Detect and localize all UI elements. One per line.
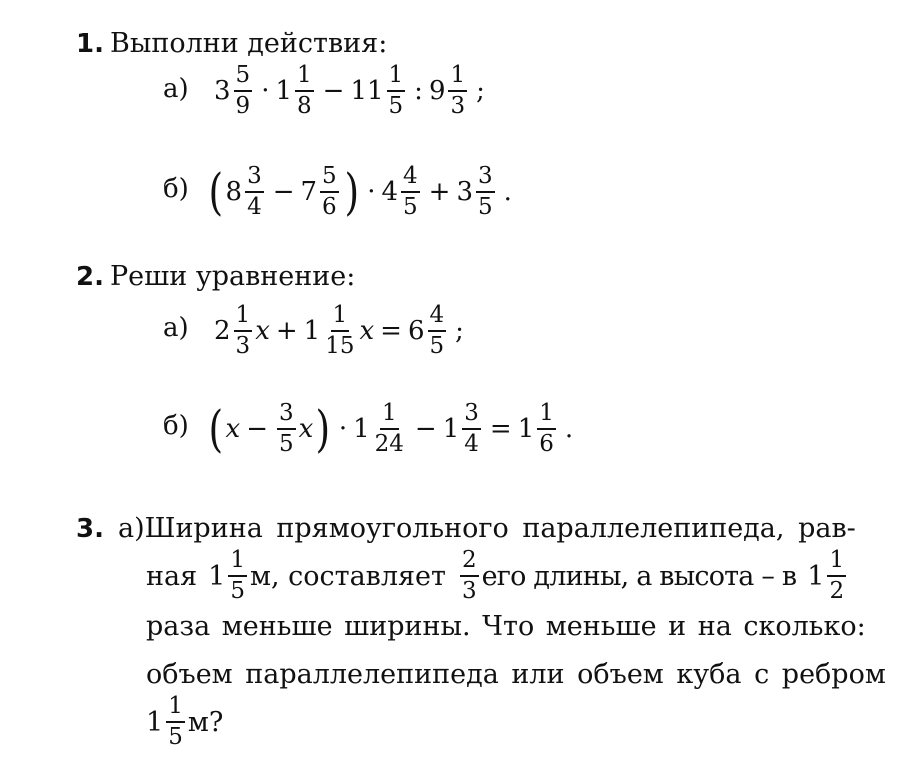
text-fragment: его длины, а высота – в — [481, 560, 797, 592]
variable-x: x — [359, 316, 375, 346]
fraction — [234, 304, 253, 358]
whole-number: 1 — [442, 414, 460, 444]
whole-number: 1 — [807, 560, 825, 592]
whole-number: 6 — [407, 316, 425, 346]
denominator: 2 — [829, 578, 845, 604]
numerator: 5 — [234, 64, 253, 92]
numerator: 2 — [460, 549, 479, 577]
numerator: 3 — [277, 402, 296, 430]
period: . — [564, 414, 574, 444]
numerator: 1 — [166, 695, 185, 723]
denominator: 3 — [450, 93, 466, 119]
denominator: 24 — [374, 431, 404, 457]
left-parenthesis: ( — [208, 163, 224, 221]
semicolon: ; — [476, 76, 485, 106]
fraction — [460, 549, 479, 603]
variable-x: x — [255, 316, 270, 346]
fraction — [448, 64, 467, 118]
whole-number: 3 — [456, 177, 473, 207]
minus-operator: − — [414, 414, 437, 444]
whole-number: 4 — [381, 177, 399, 207]
numerator: 3 — [476, 165, 495, 193]
fraction — [827, 549, 846, 603]
task-2-heading: Реши уравнение: — [110, 261, 356, 292]
period: . — [503, 177, 512, 207]
numerator: 1 — [537, 402, 556, 430]
fraction — [295, 64, 314, 118]
denominator: 5 — [168, 724, 183, 750]
whole-number: 1 — [208, 560, 226, 592]
denominator: 5 — [403, 194, 418, 220]
whole-number: 11 — [350, 76, 384, 106]
numerator: 1 — [380, 402, 399, 430]
task-2a-expression — [214, 304, 464, 358]
denominator: 4 — [247, 194, 262, 220]
minus-operator: − — [322, 76, 345, 106]
whole-number: 1 — [303, 316, 321, 346]
task-1b-label: б) — [163, 174, 189, 204]
task-3-line-1: а)Ширина прямоугольного параллелепипеда, рав- — [118, 513, 856, 544]
denominator: 5 — [388, 93, 404, 119]
whole-number: 1 — [517, 414, 535, 444]
fraction — [245, 165, 264, 219]
fraction — [387, 64, 406, 118]
equals-sign: = — [489, 414, 512, 444]
whole-number: 1 — [275, 76, 292, 106]
fraction — [537, 402, 556, 456]
task-3-line-5 — [146, 695, 223, 749]
whole-number: 3 — [214, 76, 231, 106]
multiply-operator: · — [338, 414, 348, 444]
variable-x: x — [298, 414, 314, 444]
denominator: 3 — [235, 333, 251, 359]
fraction — [228, 549, 247, 603]
task-1b-expression — [206, 165, 512, 219]
plus-operator: + — [428, 177, 451, 207]
minus-operator: − — [272, 177, 295, 207]
fraction — [234, 64, 253, 118]
fraction — [476, 165, 495, 219]
denominator: 5 — [478, 194, 493, 220]
denominator: 15 — [325, 333, 355, 359]
fraction — [320, 165, 339, 219]
task-1a-expression — [214, 64, 485, 118]
denominator: 3 — [461, 578, 477, 604]
whole-number: 2 — [214, 316, 231, 346]
task-2a-label: а) — [163, 313, 189, 343]
numerator: 1 — [295, 64, 314, 92]
text-fragment: ная — [146, 560, 198, 592]
divide-operator: : — [414, 76, 423, 106]
numerator: 1 — [827, 549, 846, 577]
fraction — [323, 304, 356, 358]
numerator: 3 — [462, 402, 481, 430]
task-2b-label: б) — [163, 411, 189, 441]
task-1a-label: а) — [163, 74, 189, 104]
task-3-line-2 — [146, 549, 849, 603]
text-fragment: м, составляет — [249, 560, 446, 592]
text-fragment: м? — [187, 706, 224, 738]
fraction — [277, 402, 296, 456]
task-2b-expression — [206, 402, 573, 456]
fraction — [462, 402, 481, 456]
numerator: 1 — [228, 549, 247, 577]
denominator: 5 — [230, 578, 245, 604]
task-1-number: 1. — [76, 29, 104, 59]
denominator: 6 — [322, 194, 337, 220]
denominator: 4 — [464, 431, 479, 457]
semicolon: ; — [455, 316, 464, 346]
numerator: 4 — [401, 165, 420, 193]
minus-operator: − — [246, 414, 268, 444]
numerator: 1 — [387, 64, 406, 92]
whole-number: 7 — [300, 177, 318, 207]
numerator: 1 — [331, 304, 350, 332]
denominator: 9 — [235, 93, 251, 119]
denominator: 6 — [539, 431, 554, 457]
whole-number: 8 — [225, 177, 243, 207]
whole-number: 9 — [428, 76, 446, 106]
denominator: 8 — [297, 93, 312, 119]
denominator: 5 — [429, 333, 445, 359]
right-parenthesis: ) — [315, 400, 331, 458]
numerator: 1 — [234, 304, 253, 332]
numerator: 3 — [245, 165, 264, 193]
whole-number: 1 — [353, 414, 370, 444]
fraction — [401, 165, 420, 219]
variable-x: x — [225, 414, 241, 444]
multiply-operator: · — [367, 177, 376, 207]
equals-sign: = — [380, 316, 402, 346]
denominator: 5 — [278, 431, 294, 457]
plus-operator: + — [275, 316, 298, 346]
task-3-line-4: объем параллелепипеда или объем куба с ребром — [146, 659, 886, 690]
task-3-number: 3. — [76, 514, 104, 544]
left-parenthesis: ( — [208, 400, 224, 458]
task-3-line-3: раза меньше ширины. Что меньше и на сколько: — [146, 611, 866, 642]
numerator: 5 — [320, 165, 339, 193]
fraction — [373, 402, 406, 456]
numerator: 1 — [448, 64, 467, 92]
numerator: 4 — [428, 304, 447, 332]
fraction — [428, 304, 447, 358]
task-2-number: 2. — [76, 262, 104, 292]
whole-number: 1 — [146, 706, 164, 738]
right-parenthesis: ) — [344, 163, 359, 221]
task-1-heading: Выполни действия: — [110, 28, 388, 59]
fraction — [166, 695, 185, 749]
multiply-operator: · — [261, 76, 270, 106]
